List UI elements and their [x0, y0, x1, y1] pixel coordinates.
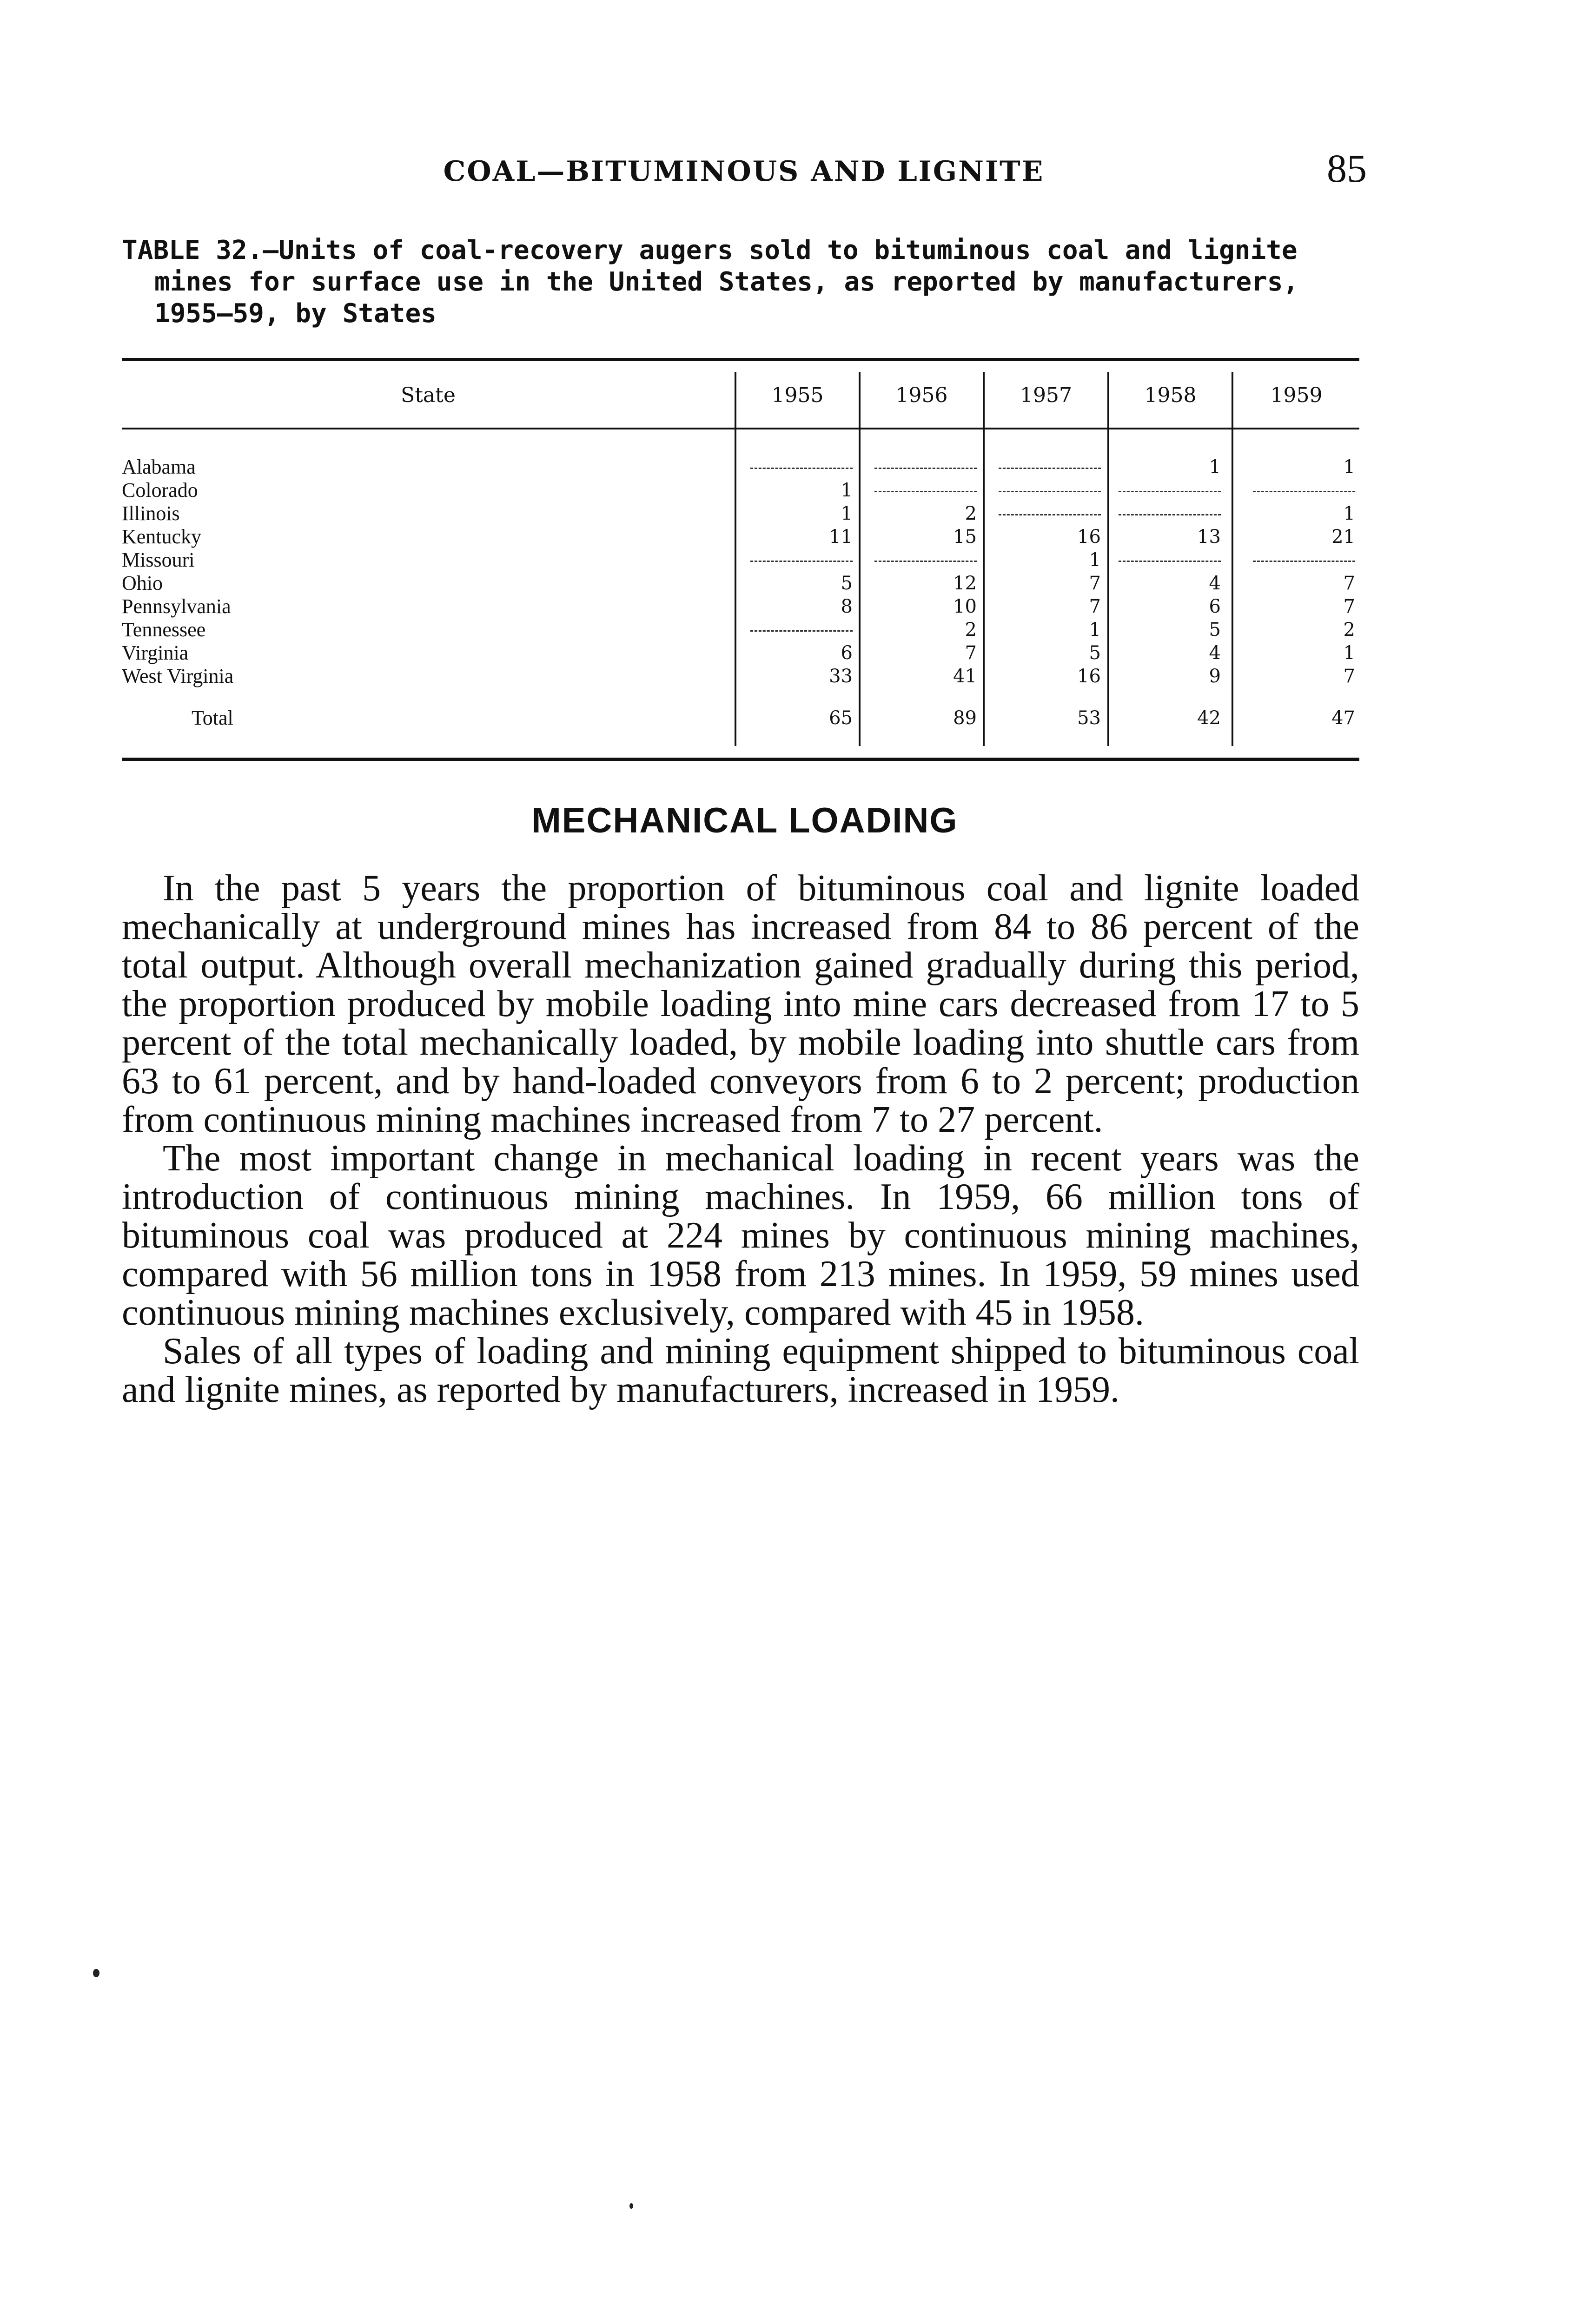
ink-speck — [93, 1969, 99, 1977]
table-row — [122, 595, 1359, 618]
table-row — [122, 618, 1359, 641]
cell-1956: 2 — [965, 503, 977, 524]
state-name-text: Illinois — [122, 502, 182, 525]
dot-leader — [122, 565, 726, 566]
cell-1959: 1 — [1343, 503, 1355, 524]
table-row — [122, 502, 1359, 525]
cell-1959: 1 — [1343, 642, 1355, 664]
state-name-text: Alabama — [122, 456, 198, 478]
column-header-1958: 1958 — [1144, 383, 1197, 407]
cell-1956: 2 — [965, 619, 977, 640]
state-name — [122, 595, 726, 618]
cell-1958 — [1109, 479, 1221, 502]
state-name — [122, 548, 726, 572]
cell-1956: 41 — [953, 666, 977, 687]
cell-1955: 1 — [841, 480, 853, 501]
table-row — [122, 641, 1359, 665]
cell-1957: 7 — [1089, 573, 1101, 594]
table-caption-line-1: TABLE 32.—Units of coal-recovery augers sold to bituminous coal and lignite — [122, 235, 1298, 265]
cell-1957: 1 — [1089, 619, 1101, 640]
cell-1955: 11 — [829, 526, 853, 548]
dash-placeholder — [999, 456, 1101, 469]
total-label — [122, 706, 726, 730]
column-header-1956: 1956 — [895, 383, 948, 407]
cell-1956: 7 — [965, 642, 977, 664]
cell-1955 — [736, 456, 853, 479]
dot-leader — [122, 472, 726, 473]
table-caption-line-3: 1955–59, by States — [154, 298, 437, 329]
dash-placeholder — [750, 548, 853, 562]
cell-1956 — [861, 548, 977, 572]
table-row — [122, 479, 1359, 502]
state-name-text: Ohio — [122, 572, 165, 594]
cell-1956 — [861, 479, 977, 502]
state-name-text: Colorado — [122, 479, 200, 502]
cell-1959: 7 — [1343, 666, 1355, 687]
cell-1958: 4 — [1209, 573, 1221, 594]
cell-1956: 12 — [953, 573, 977, 594]
state-name — [122, 456, 726, 479]
dash-placeholder — [999, 502, 1101, 515]
total-cell-1958: 42 — [1197, 707, 1221, 729]
cell-1956 — [861, 456, 977, 479]
cell-1957: 5 — [1089, 642, 1101, 664]
dash-placeholder — [750, 456, 853, 469]
cell-1958: 1 — [1209, 456, 1221, 478]
total-cell-1959: 47 — [1331, 707, 1355, 729]
cell-1958 — [1109, 548, 1221, 572]
page-number: 85 — [1327, 146, 1367, 191]
state-name-text: Kentucky — [122, 525, 203, 548]
section-heading: MECHANICAL LOADING — [531, 801, 958, 840]
cell-1955: 5 — [841, 573, 853, 594]
cell-1958: 9 — [1209, 666, 1221, 687]
table-header-rule — [122, 428, 1359, 429]
cell-1955 — [736, 548, 853, 572]
state-name — [122, 525, 726, 548]
cell-1959: 7 — [1343, 573, 1355, 594]
cell-1957: 16 — [1077, 666, 1101, 687]
table-caption-line-2: mines for surface use in the United States, as reported by manufacturers, — [154, 267, 1299, 297]
dash-placeholder — [1253, 479, 1355, 492]
state-name — [122, 479, 726, 502]
column-header-state: State — [401, 383, 456, 407]
dash-placeholder — [999, 479, 1101, 492]
state-name — [122, 665, 726, 688]
state-name — [122, 502, 726, 525]
state-name — [122, 641, 726, 665]
paragraph-3: Sales of all types of loading and mining equipment shipped to bituminous coal and lignite mines, as reported by manufacturers, increased in 1959. — [122, 1331, 1359, 1410]
total-cell-1957: 53 — [1077, 707, 1101, 729]
table-bottom-rule — [122, 758, 1359, 761]
table-caption — [122, 235, 1368, 330]
dot-leader — [122, 541, 726, 543]
state-name-text: Pennsylvania — [122, 595, 233, 618]
total-cell-1956: 89 — [953, 707, 977, 729]
state-name — [122, 572, 726, 595]
dash-placeholder — [750, 618, 853, 632]
cell-1959: 1 — [1343, 456, 1355, 478]
state-name-text: Tennessee — [122, 618, 207, 641]
cell-1956: 15 — [953, 526, 977, 548]
ink-speck — [629, 2203, 633, 2209]
table-row — [122, 548, 1359, 572]
table-row — [122, 456, 1359, 479]
cell-1959: 7 — [1343, 596, 1355, 617]
cell-1955 — [736, 618, 853, 641]
column-header-1957: 1957 — [1020, 383, 1072, 407]
running-header-title: COAL—BITUMINOUS AND LIGNITE — [443, 155, 1045, 188]
cell-1959 — [1233, 479, 1355, 502]
cell-1955: 1 — [841, 503, 853, 524]
body-text — [122, 869, 1359, 1409]
table-row — [122, 572, 1359, 595]
cell-1958: 6 — [1209, 596, 1221, 617]
dash-placeholder — [1119, 479, 1221, 492]
dot-leader — [122, 518, 726, 520]
column-header-1959: 1959 — [1270, 383, 1323, 407]
cell-1956: 10 — [953, 596, 977, 617]
total-label-text: Total — [192, 706, 235, 729]
state-name-text: Virginia — [122, 641, 190, 664]
cell-1958 — [1109, 502, 1221, 525]
cell-1957: 1 — [1089, 549, 1101, 571]
table-top-rule — [122, 358, 1359, 361]
cell-1957 — [985, 502, 1101, 525]
cell-1957: 7 — [1089, 596, 1101, 617]
cell-1955: 33 — [829, 666, 853, 687]
state-name-text: West Virginia — [122, 665, 235, 687]
dot-leader — [122, 658, 726, 659]
cell-1959 — [1233, 548, 1355, 572]
dash-placeholder — [874, 548, 977, 562]
cell-1959: 2 — [1343, 619, 1355, 640]
cell-1958: 13 — [1197, 526, 1221, 548]
cell-1959: 21 — [1331, 526, 1355, 548]
total-cell-1955: 65 — [829, 707, 853, 729]
cell-1958: 5 — [1209, 619, 1221, 640]
dash-placeholder — [1119, 502, 1221, 515]
state-name — [122, 618, 726, 641]
dash-placeholder — [1253, 548, 1355, 562]
dash-placeholder — [874, 479, 977, 492]
dot-leader — [122, 588, 726, 589]
cell-1955: 8 — [841, 596, 853, 617]
paragraph-2: The most important change in mechanical loading in recent years was the introduction of continuous mining machines. In 1959, 66 million tons of bituminous coal was produced at 224 mines by continuous mining machines, compared with 56 million tons in 1958 from 213 mines. In 1959, 59 mines used continuous mining machines exclusively, compared with 45 in 1958. — [122, 1138, 1359, 1333]
dot-leader — [122, 634, 726, 636]
cell-1957 — [985, 479, 1101, 502]
dash-placeholder — [874, 456, 977, 469]
table-row-total — [122, 706, 1359, 734]
table-row — [122, 525, 1359, 548]
dot-leader — [122, 495, 726, 496]
paragraph-1: In the past 5 years the proportion of bituminous coal and lignite loaded mechanically at underground mines has increased from 84 to 86 percent of the total output. Although overall mechanization gained gradually during this period, the proportion produced by mobile loading into mine cars decreased from 17 to 5 percent of the total mechanically loaded, by mobile loading into shuttle cars from 63 to 61 percent, and by hand-loaded conveyors from 6 to 2 percent; production from continuous mining machines increased from 7 to 27 percent. — [122, 868, 1359, 1140]
cell-1955: 6 — [841, 642, 853, 664]
column-header-1955: 1955 — [771, 383, 824, 407]
dash-placeholder — [1119, 548, 1221, 562]
cell-1957: 16 — [1077, 526, 1101, 548]
cell-1958: 4 — [1209, 642, 1221, 664]
cell-1957 — [985, 456, 1101, 479]
state-name-text: Missouri — [122, 548, 196, 571]
table-row — [122, 665, 1359, 688]
